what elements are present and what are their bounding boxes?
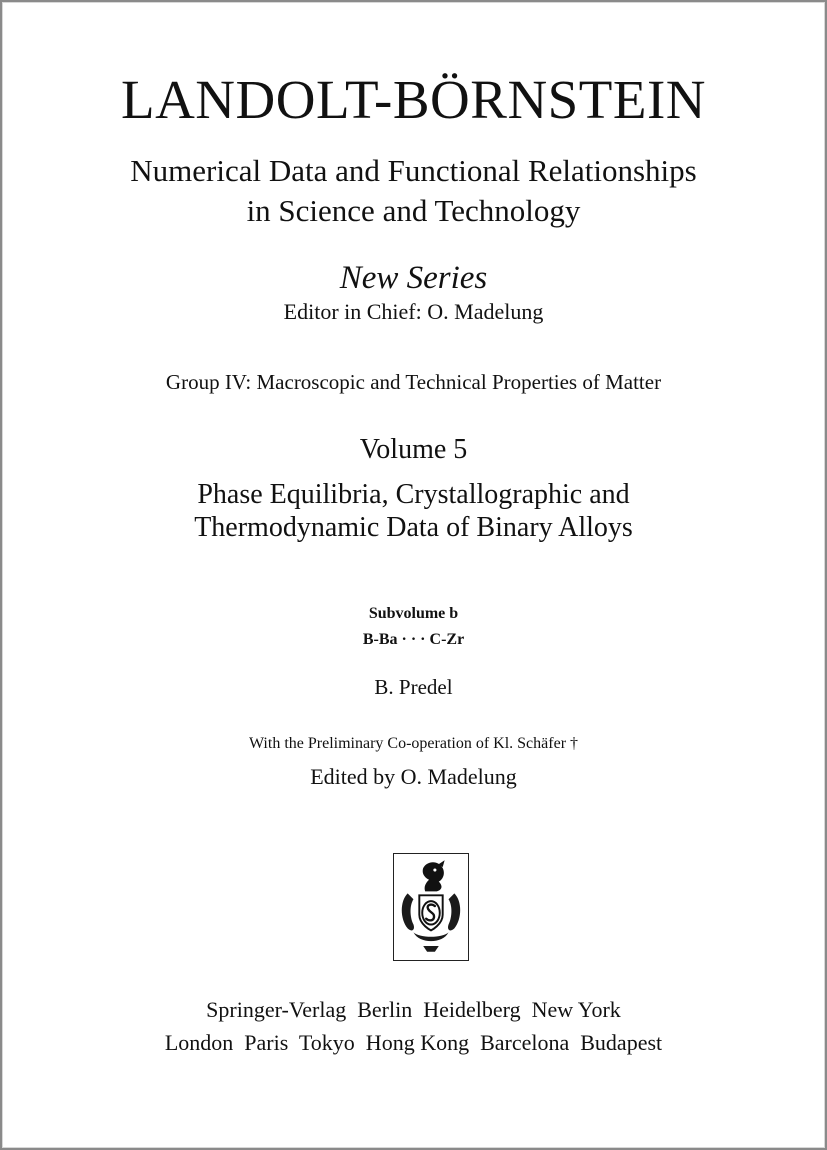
new-series-label: New Series [339, 260, 488, 296]
editor-in-chief: Editor in Chief: O. Madelung [283, 299, 544, 324]
subvolume-range: B-Ba · · · C-Zr [362, 631, 465, 648]
series-title: LANDOLT-BÖRNSTEIN [120, 69, 706, 130]
volume-title-line1: Phase Equilibria, Crystallographic and [197, 479, 630, 510]
springer-knight-logo-icon [393, 853, 469, 961]
subvolume-label: Subvolume b [368, 605, 459, 622]
author: B. Predel [374, 675, 453, 699]
edited-by: Edited by O. Madelung [310, 764, 517, 789]
publisher-line2: London Paris Tokyo Hong Kong Barcelona Budapest [164, 1030, 663, 1055]
publisher-line1: Springer-Verlag Berlin Heidelberg New York [206, 997, 621, 1022]
volume-label: Volume 5 [359, 434, 468, 465]
cooperation-note: With the Preliminary Co-operation of Kl. Schäfer † [248, 735, 579, 752]
volume-title-line2: Thermodynamic Data of Binary Alloys [194, 512, 633, 543]
group-title: Group IV: Macroscopic and Technical Properties of Matter [165, 370, 662, 394]
series-subtitle-line2: in Science and Technology [246, 193, 581, 228]
series-subtitle-line1: Numerical Data and Functional Relationships [130, 153, 697, 188]
